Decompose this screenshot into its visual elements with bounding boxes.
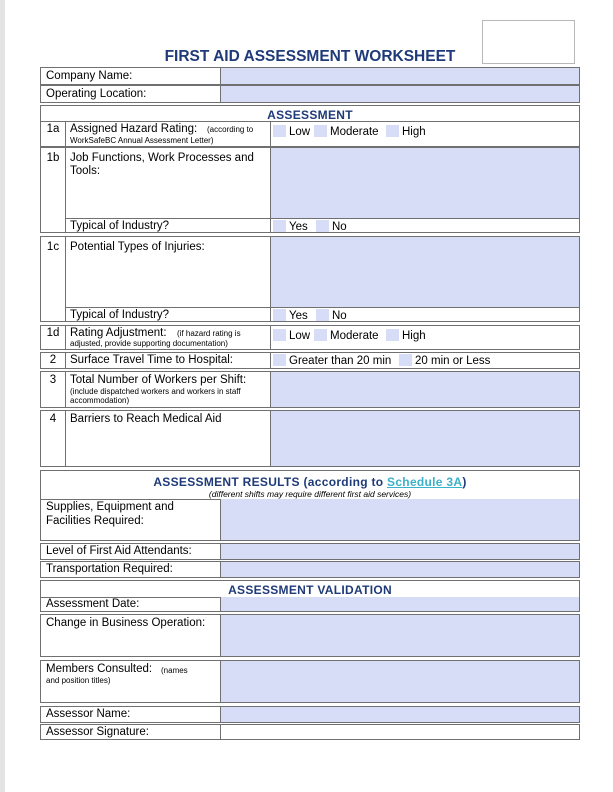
checkbox-icon xyxy=(316,309,329,321)
checkbox-icon xyxy=(273,329,286,341)
q1a-option-low[interactable]: Low xyxy=(273,125,310,139)
q3-note-2: accommodation) xyxy=(70,396,130,405)
q1d-number: 1d xyxy=(46,327,60,339)
company-name-field[interactable] xyxy=(221,68,579,84)
q1d-label: Rating Adjustment: xyxy=(70,327,167,339)
checkbox-icon xyxy=(273,220,286,232)
q1c-no[interactable]: No xyxy=(316,309,347,323)
supplies-label-2: Facilities Required: xyxy=(46,515,144,527)
checkbox-icon xyxy=(386,125,399,137)
checkbox-icon xyxy=(386,329,399,341)
validation-section xyxy=(40,580,580,612)
q4-row xyxy=(40,410,580,467)
q3-row xyxy=(40,371,580,408)
members-field[interactable] xyxy=(221,661,579,702)
q1a-note-2: WorkSafeBC Annual Assessment Letter) xyxy=(70,136,214,145)
supplies-label-1: Supplies, Equipment and xyxy=(46,501,174,513)
change-field[interactable] xyxy=(221,615,579,656)
q1c-row xyxy=(40,236,580,322)
transport-field[interactable] xyxy=(221,562,579,577)
operating-location-row xyxy=(40,85,580,103)
attendants-row xyxy=(40,543,580,560)
members-note-2: and position titles) xyxy=(46,676,111,685)
assessor-name-label: Assessor Name: xyxy=(46,708,131,720)
schedule-3a-link[interactable]: Schedule 3A xyxy=(387,475,463,489)
q1d-note-2: adjusted, provide supporting documentation) xyxy=(70,339,228,348)
assessor-name-field[interactable] xyxy=(221,707,579,722)
q3-field[interactable] xyxy=(271,372,579,407)
q1b-number: 1b xyxy=(46,152,60,164)
q2-row xyxy=(40,352,580,369)
q1a-label: Assigned Hazard Rating: xyxy=(70,123,198,135)
assessor-signature-field[interactable] xyxy=(221,725,579,739)
assessment-date-field[interactable] xyxy=(221,597,579,611)
operating-location-field[interactable] xyxy=(221,86,579,102)
q1d-note-1: (if hazard rating is xyxy=(177,329,241,338)
q1b-label-1: Job Functions, Work Processes and xyxy=(70,152,254,164)
assessment-date-label: Assessment Date: xyxy=(46,598,140,610)
q1c-yes[interactable]: Yes xyxy=(273,309,308,323)
q1a-option-moderate[interactable]: Moderate xyxy=(314,125,379,139)
results-subheader: (different shifts may require different first aid services) xyxy=(208,489,412,499)
checkbox-icon xyxy=(314,329,327,341)
left-margin-strip xyxy=(0,0,5,792)
members-row xyxy=(40,660,580,703)
q2-number: 2 xyxy=(49,354,57,366)
q1d-option-low[interactable]: Low xyxy=(273,329,310,343)
q4-number: 4 xyxy=(49,413,57,425)
q4-label: Barriers to Reach Medical Aid xyxy=(70,413,222,425)
supplies-field[interactable] xyxy=(221,499,579,540)
q1c-typical-label: Typical of Industry? xyxy=(70,309,170,321)
q2-option-greater[interactable]: Greater than 20 min xyxy=(273,354,391,368)
assessment-section xyxy=(40,105,580,147)
q1b-typical-label: Typical of Industry? xyxy=(70,220,170,232)
q1a-number: 1a xyxy=(46,123,60,135)
q3-label: Total Number of Workers per Shift: xyxy=(70,374,247,386)
transport-row xyxy=(40,561,580,578)
q1b-no[interactable]: No xyxy=(316,220,347,234)
q1b-label-2: Tools: xyxy=(70,165,101,177)
checkbox-icon xyxy=(273,354,286,366)
checkbox-icon xyxy=(273,309,286,321)
assessor-name-row xyxy=(40,706,580,723)
q1b-row xyxy=(40,147,580,233)
q2-option-less[interactable]: 20 min or Less xyxy=(399,354,490,368)
q1c-number: 1c xyxy=(46,241,60,253)
q4-field[interactable] xyxy=(271,411,579,466)
members-label: Members Consulted: xyxy=(46,663,153,675)
checkbox-icon xyxy=(399,354,412,366)
company-name-label: Company Name: xyxy=(46,70,133,82)
q3-note-1: (include dispatched workers and workers in staff xyxy=(70,387,241,396)
attendants-field[interactable] xyxy=(221,544,579,559)
results-header: ASSESSMENT RESULTS (according to Schedule 3A) xyxy=(153,475,467,489)
q1b-field[interactable] xyxy=(271,148,579,218)
q3-number: 3 xyxy=(49,374,57,386)
assessment-header: ASSESSMENT xyxy=(267,108,353,122)
q1d-option-moderate[interactable]: Moderate xyxy=(314,329,379,343)
validation-header: ASSESSMENT VALIDATION xyxy=(228,583,392,597)
change-label: Change in Business Operation: xyxy=(46,617,206,629)
q1a-note-1: (according to xyxy=(207,125,254,134)
assessor-signature-row xyxy=(40,724,580,740)
q1c-label: Potential Types of Injuries: xyxy=(70,241,205,253)
checkbox-icon xyxy=(316,220,329,232)
q1d-option-high[interactable]: High xyxy=(386,329,426,343)
q1b-yes[interactable]: Yes xyxy=(273,220,308,234)
members-note-1: (names xyxy=(161,666,188,675)
page-title: FIRST AID ASSESSMENT WORKSHEET xyxy=(164,48,456,65)
change-row xyxy=(40,614,580,657)
q1a-option-high[interactable]: High xyxy=(386,125,426,139)
transport-label: Transportation Required: xyxy=(46,563,173,575)
q2-label: Surface Travel Time to Hospital: xyxy=(70,354,233,366)
results-section xyxy=(40,470,580,541)
operating-location-label: Operating Location: xyxy=(46,88,147,100)
assessor-signature-label: Assessor Signature: xyxy=(46,726,149,738)
q1d-row xyxy=(40,325,580,350)
checkbox-icon xyxy=(273,125,286,137)
checkbox-icon xyxy=(314,125,327,137)
q1c-field[interactable] xyxy=(271,237,579,307)
company-name-row xyxy=(40,67,580,85)
attendants-label: Level of First Aid Attendants: xyxy=(46,545,192,557)
